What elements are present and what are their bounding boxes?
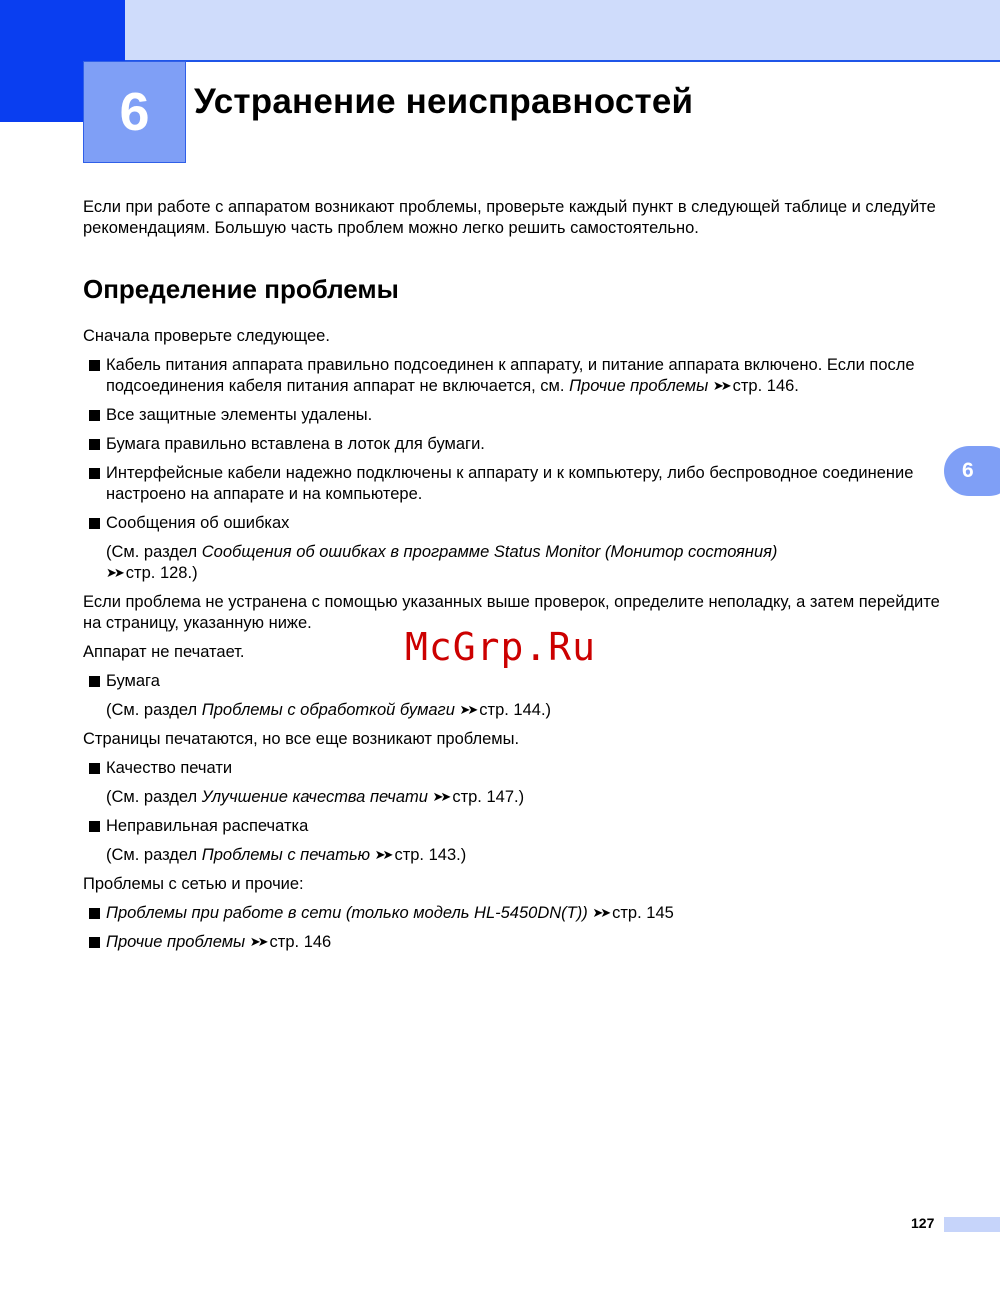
double-arrow-icon: ➤➤ (459, 702, 476, 717)
page-ref: стр. 144.) (479, 701, 552, 719)
check-protective-text: Все защитные элементы удалены. (106, 406, 373, 424)
double-arrow-icon: ➤➤ (592, 905, 609, 920)
double-arrow-icon: ➤➤ (374, 847, 391, 862)
check-power-text: Кабель питания аппарата правильно подсоединен к аппарату, и питание аппарата включено. Если после подсоединения кабеля питания аппарат не включается, см. (106, 356, 915, 395)
not-printing-heading: Аппарат не печатает. (83, 643, 245, 661)
check-interface-item (83, 463, 943, 505)
check-protective-item (83, 405, 943, 426)
paper-text: Бумага (106, 672, 160, 690)
bullet-square-icon (89, 439, 100, 450)
network-other-heading: Проблемы с сетью и прочие: (83, 875, 304, 893)
bullet-square-icon (89, 908, 100, 919)
ref-prefix: (См. раздел (106, 701, 202, 719)
page-number-bar (944, 1217, 1000, 1232)
intro-paragraph: Если при работе с аппаратом возникают проблемы, проверьте каждый пункт в следующей таблице и следуйте рекомендациям. Большую часть проблем можно легко решить самостоятельно. (83, 198, 936, 237)
chapter-side-tab: 6 (944, 446, 1000, 496)
check-first-text: Сначала проверьте следующее. (83, 327, 330, 345)
double-arrow-icon: ➤➤ (712, 378, 729, 393)
printing-problems-link[interactable]: Проблемы с печатью (201, 846, 371, 864)
paper-item (83, 671, 943, 692)
check-paper-item (83, 434, 943, 455)
page-ref: стр. 146 (269, 933, 332, 951)
bullet-square-icon (89, 676, 100, 687)
bullet-square-icon (89, 410, 100, 421)
page-ref: стр. 147.) (452, 788, 525, 806)
wrong-print-item (83, 816, 943, 837)
other-problems-link[interactable]: Прочие проблемы (106, 933, 246, 951)
chapter-number: 6 (83, 61, 186, 163)
check-errors-item (83, 513, 943, 534)
double-arrow-icon: ➤➤ (432, 789, 449, 804)
network-problems-link[interactable]: Проблемы при работе в сети (только модель HL-5450DN(T)) (106, 904, 588, 922)
page-ref: стр. 146. (732, 377, 799, 395)
page-ref: стр. 128.) (125, 564, 198, 582)
ref-prefix: (См. раздел (106, 788, 202, 806)
error-messages-link[interactable]: Сообщения об ошибках в программе Status Monitor (Монитор состояния) (201, 543, 778, 561)
ref-prefix: (См. раздел (106, 846, 202, 864)
errors-ref (83, 542, 943, 584)
check-errors-text: Сообщения об ошибках (106, 514, 290, 532)
watermark-text: McGrp.Ru (405, 625, 597, 669)
check-paper-text: Бумага правильно вставлена в лоток для бумаги. (106, 435, 485, 453)
bullet-square-icon (89, 763, 100, 774)
double-arrow-icon: ➤➤ (249, 934, 266, 949)
page-ref: стр. 145 (612, 904, 674, 922)
wrong-print-text: Неправильная распечатка (106, 817, 309, 835)
chapter-title: Устранение неисправностей (194, 82, 694, 121)
bullet-square-icon (89, 518, 100, 529)
check-power-item (83, 355, 943, 397)
page-ref: стр. 143.) (394, 846, 467, 864)
network-item (83, 903, 943, 924)
quality-text: Качество печати (106, 759, 233, 777)
quality-item (83, 758, 943, 779)
bullet-square-icon (89, 937, 100, 948)
ref-prefix: (См. раздел (106, 543, 202, 561)
if-not-solved-text: Если проблема не устранена с помощью указанных выше проверок, определите неполадку, а затем перейдите на страницу, указанную ниже. (83, 593, 940, 632)
header-band (0, 0, 1000, 61)
bullet-square-icon (89, 360, 100, 371)
wrong-print-ref (83, 845, 943, 866)
other-item (83, 932, 943, 953)
other-problems-link[interactable]: Прочие проблемы (569, 377, 709, 395)
check-interface-text: Интерфейсные кабели надежно подключены к аппарату и к компьютеру, либо беспроводное соединение настроено на аппарате и на компьютере. (106, 464, 914, 503)
page-content (83, 197, 943, 961)
paper-ref (83, 700, 943, 721)
print-quality-link[interactable]: Улучшение качества печати (201, 788, 428, 806)
section-title: Определение проблемы (83, 274, 399, 304)
paper-handling-link[interactable]: Проблемы с обработкой бумаги (201, 701, 455, 719)
bullet-square-icon (89, 468, 100, 479)
bullet-square-icon (89, 821, 100, 832)
page-number: 127 (911, 1215, 935, 1231)
double-arrow-icon: ➤➤ (106, 565, 122, 580)
quality-ref (83, 787, 943, 808)
print-problems-heading: Страницы печатаются, но все еще возникают проблемы. (83, 730, 520, 748)
